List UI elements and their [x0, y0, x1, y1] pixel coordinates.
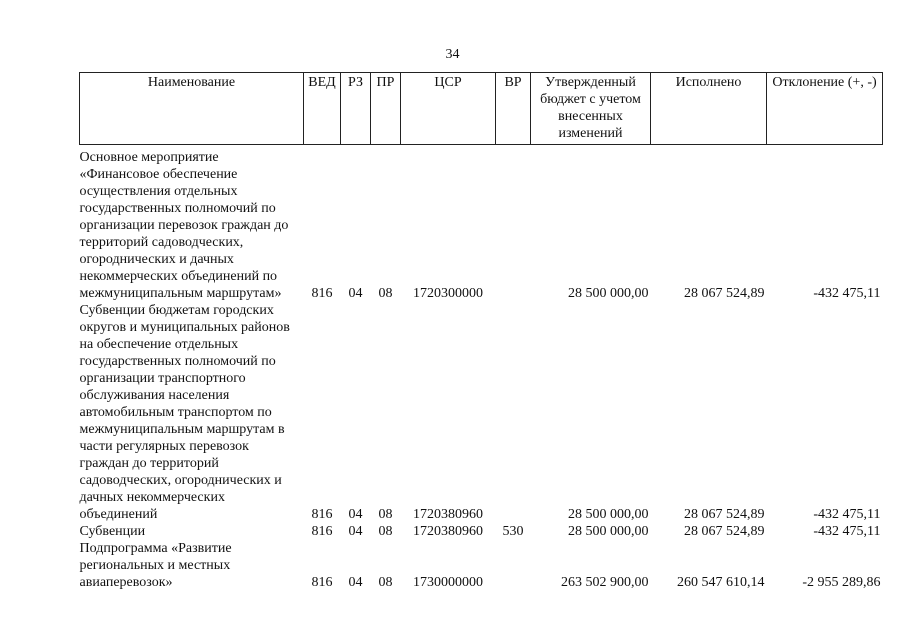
row-rz: 04: [348, 507, 363, 522]
row-csr: 1720380960: [413, 507, 483, 522]
row-name: Основное мероприятие «Финансовое обеспечение осуществления отдельных государственных полномочий по организации перевозок граждан до территорий садоводческих, огороднических и дачных некоммерческих объединений по межмуниципальным маршрутам»: [79, 150, 289, 301]
header-csr: ЦСР: [401, 73, 496, 145]
header-vr: ВР: [496, 73, 531, 145]
row-csr: 1720300000: [413, 286, 483, 301]
row-executed: 28 067 524,89: [684, 286, 765, 301]
header-name: Наименование: [80, 73, 304, 145]
row-rz: 04: [348, 286, 363, 301]
table-row: [80, 540, 883, 591]
row-name: Субвенции: [79, 524, 146, 539]
row-approved: 28 500 000,00: [568, 286, 649, 301]
row-vr: 530: [502, 524, 524, 539]
header-rz: РЗ: [341, 73, 371, 145]
row-rz: 04: [348, 524, 363, 539]
row-deviation: -432 475,11: [813, 286, 881, 301]
row-ved: 816: [311, 286, 333, 301]
row-deviation: -2 955 289,86: [802, 575, 881, 590]
header-ved: ВЕД: [304, 73, 341, 145]
header-pr: ПР: [371, 73, 401, 145]
row-approved: 28 500 000,00: [568, 524, 649, 539]
budget-table: [79, 72, 883, 591]
table-row: [80, 149, 883, 302]
row-pr: 08: [378, 507, 393, 522]
row-ved: 816: [311, 524, 333, 539]
row-executed: 28 067 524,89: [684, 507, 765, 522]
row-pr: 08: [378, 575, 393, 590]
row-rz: 04: [348, 575, 363, 590]
header-executed: Исполнено: [651, 73, 767, 145]
row-name: Подпрограмма «Развитие региональных и местных авиаперевозок»: [79, 541, 232, 590]
table-row: [80, 302, 883, 523]
page-number: 34: [445, 47, 460, 62]
row-ved: 816: [311, 507, 333, 522]
row-deviation: -432 475,11: [813, 507, 881, 522]
row-approved: 28 500 000,00: [568, 507, 649, 522]
row-vr: [496, 302, 531, 523]
table-row: [80, 523, 883, 540]
row-name: Субвенции бюджетам городских округов и муниципальных районов на обеспечение отдельных государственных полномочий по организации транспортного обслуживания населения автомобильным транспортом по межмуниципальным маршрутам в части регулярных перевозок граждан до территорий садоводческих, огороднических и дачных некоммерческих объединений: [79, 303, 290, 522]
row-vr: [496, 149, 531, 302]
row-vr: [496, 540, 531, 591]
row-pr: 08: [378, 524, 393, 539]
header-approved: Утвержденный бюджет с учетом внесенных изменений: [531, 73, 651, 145]
table-header-row: [80, 73, 883, 145]
row-executed: 28 067 524,89: [684, 524, 765, 539]
header-deviation: Отклонение (+, -): [767, 73, 883, 145]
row-executed: 260 547 610,14: [677, 575, 765, 590]
row-approved: 263 502 900,00: [561, 575, 649, 590]
row-ved: 816: [311, 575, 333, 590]
row-pr: 08: [378, 286, 393, 301]
row-csr: 1730000000: [413, 575, 483, 590]
row-csr: 1720380960: [413, 524, 483, 539]
row-deviation: -432 475,11: [813, 524, 881, 539]
